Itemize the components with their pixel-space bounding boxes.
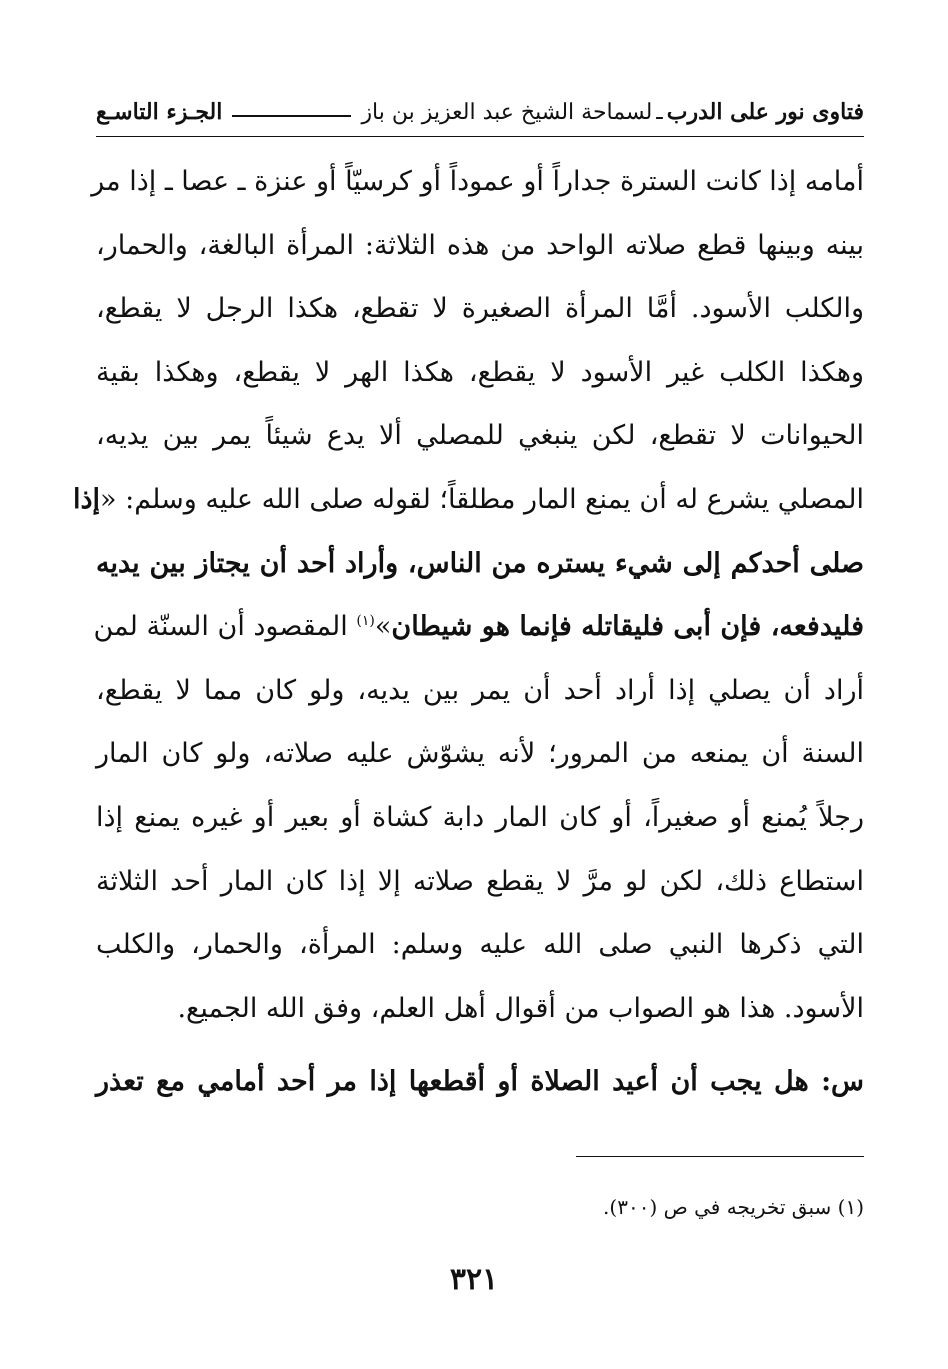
- volume-label: الجـزء التاسـع: [96, 99, 223, 125]
- text-line: وهكذا الكلب غير الأسود لا يقطع، هكذا الهر لا يقطع، وهكذا بقية: [96, 356, 864, 388]
- main-text: [72, 150, 864, 1040]
- book-title: فتاوى نور على الدرب: [666, 99, 864, 125]
- header-dash-rule: [232, 115, 351, 117]
- text-line: بينه وبينها قطع صلاته الواحد من هذه الثلاثة: المرأة البالغة، والحمار،: [96, 229, 864, 261]
- text-line: رجلاً يُمنع أو صغيراً، أو كان المار دابة كشاة أو بعير أو غيره يمنع إذا: [96, 801, 864, 833]
- text-line: الحيوانات لا تقطع، لكن ينبغي للمصلي ألا يدع شيئاً يمر بين يديه،: [96, 420, 864, 452]
- hadith-text: إذا: [72, 483, 100, 515]
- text-line: أمامه إذا كانت السترة جداراً أو عموداً أو كرسيّاً أو عنزة ـ عصا ـ إذا مر: [91, 166, 864, 197]
- footnote-text: سبق تخريجه في ص (٣٠٠).: [603, 1195, 832, 1219]
- question-line: س: هل يجب أن أعيد الصلاة أو أقطعها إذا مر أحد أمامي مع تعذر: [96, 1066, 864, 1097]
- footnote: [96, 1192, 864, 1222]
- hadith-line: صلى أحدكم إلى شيء يستره من الناس، وأراد أحد أن يجتاز بين يديه: [96, 547, 864, 579]
- text-span: المقصود أن السنّة لمن: [93, 611, 357, 643]
- text-line: الأسود. هذا هو الصواب من أقوال أهل العلم، وفق الله الجميع.: [177, 992, 864, 1024]
- text-line: أراد أن يصلي إذا أراد أحد أن يمر بين يديه، ولو كان مما لا يقطع،: [96, 674, 864, 706]
- text-line: [93, 595, 864, 659]
- footnote-reference: (١): [356, 613, 375, 630]
- text-line: استطاع ذلك، لكن لو مرَّ لا يقطع صلاته إلا إذا كان المار أحد الثلاثة: [96, 865, 864, 897]
- text-line: التي ذكرها النبي صلى الله عليه وسلم: المرأة، والحمار، والكلب: [96, 929, 864, 961]
- text-line: [72, 468, 864, 532]
- header-separator: ـ: [656, 99, 663, 125]
- text-line: السنة أن يمنعه من المرور؛ لأنه يشوّش عليه صلاته، ولو كان المار: [96, 738, 864, 770]
- text-line: والكلب الأسود. أمَّا المرأة الصغيرة لا تقطع، هكذا الرجل لا يقطع،: [96, 293, 864, 325]
- page-number: ٣٢١: [449, 1262, 499, 1297]
- author-name: لسماحة الشيخ عبد العزيز بن باز: [361, 99, 653, 125]
- footnote-marker: (١): [837, 1195, 864, 1219]
- running-header: [96, 92, 864, 132]
- header-divider: [96, 136, 864, 137]
- footnote-divider: [576, 1156, 864, 1157]
- hadith-text: فليدفعه، فإن أبى فليقاتله فإنما هو شيطان: [391, 611, 864, 643]
- text-span: المصلي يشرع له أن يمنع المار مطلقاً؛ لقوله صلى الله عليه وسلم: «: [100, 483, 864, 515]
- quote-close: »: [374, 611, 392, 643]
